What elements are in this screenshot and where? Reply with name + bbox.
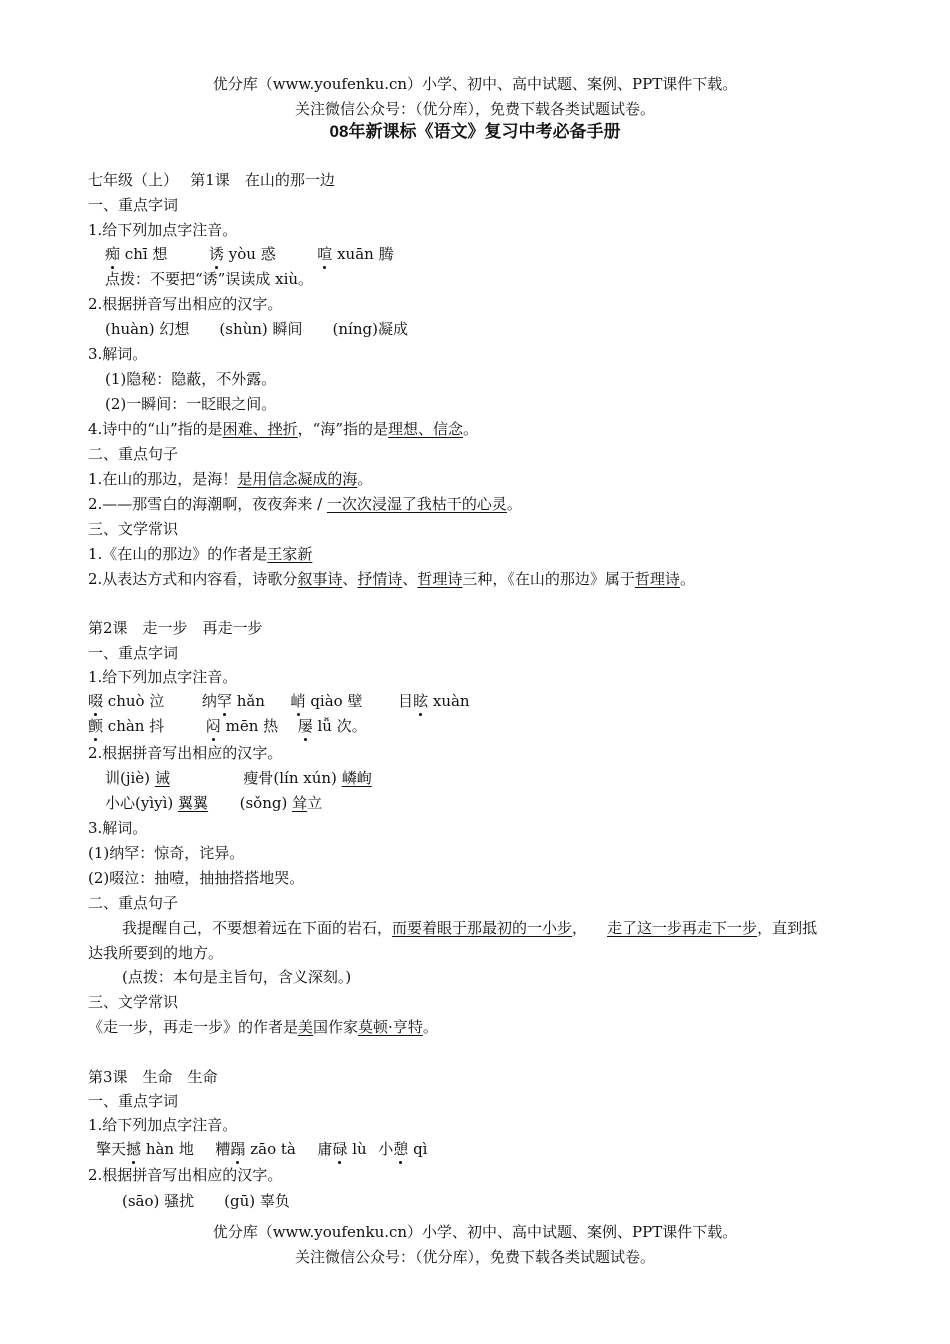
answer-underline: 理想、信念 (388, 420, 464, 438)
lesson-2-sentence: 我提醒自己，不要想着远在下面的岩石，而要着眼于那最初的一小步， 走了这一步再走下一步，直到抵 (122, 919, 818, 937)
word-item: 纳罕 hǎn (201, 692, 265, 710)
answer-underline: 是用信念凝成的海 (237, 470, 358, 488)
answer-underline: 而要着眼于那最初的一小步 (392, 919, 573, 937)
lesson-2-literature: 《走一步，再走一步》的作者是美国作家莫顿·亨特。 (88, 1018, 438, 1036)
lesson-1-tip: 点拨：不要把“诱”误读成 xiù。 (105, 270, 314, 288)
word-item: 峭 qiào 壁 (290, 692, 363, 710)
answer-underline: 哲理诗 (634, 570, 680, 588)
lesson-2-section-2: 二、重点句子 (88, 894, 179, 912)
lesson-2-pinyin-row-1: 训(jiè) 诫 瘦骨(lín xún) 嶙峋 (105, 769, 372, 787)
word-item: 啜 chuò 泣 (88, 692, 165, 710)
lesson-2-question-3: 3.解词。 (88, 819, 148, 837)
lesson-3-word-row (96, 1139, 427, 1159)
lesson-2-word-row-1 (88, 691, 470, 711)
lesson-2-word-row-2 (88, 716, 367, 736)
lesson-2-sentence-continued: 达我所要到的地方。 (88, 944, 224, 962)
lesson-1-section-1: 一、重点字词 (88, 196, 179, 214)
lesson-1-question-3: 3.解词。 (88, 345, 148, 363)
lesson-1-sentence-2: 2.——那雪白的海潮啊，夜夜奔来 / 一次次浸湿了我枯干的心灵。 (88, 495, 522, 513)
answer-underline: 嶙峋 (341, 769, 372, 787)
answer-underline: 走了这一步再走下一步 (607, 919, 758, 937)
word-item: 糟蹋 zāo tà (215, 1140, 296, 1158)
lesson-1-question-4: 4.诗中的“山”指的是困难、挫折，“海”指的是理想、信念。 (88, 420, 479, 438)
word-item: 诱 yòu 惑 (209, 245, 276, 263)
word-item: 擎天撼 hàn 地 (96, 1140, 194, 1158)
lesson-1-word-row (105, 244, 394, 264)
lesson-1-sentence-1: 1.在山的那边，是海！是用信念凝成的海。 (88, 470, 373, 488)
word-item: 小憩 qì (378, 1140, 428, 1158)
lesson-3-pinyin-words: (sāo) 骚扰 (gū) 辜负 (122, 1192, 290, 1210)
answer-underline: 一次次浸湿了我枯干的心灵 (326, 495, 507, 513)
lesson-2-question-1: 1.给下列加点字注音。 (88, 668, 238, 686)
answer-underline: 王家新 (267, 545, 313, 563)
lesson-3-question-2: 2.根据拼音写出相应的汉字。 (88, 1166, 283, 1184)
answer-underline: 翼翼 (178, 794, 209, 812)
lesson-2-definition-1: (1)纳罕：惊奇，诧异。 (88, 844, 245, 862)
word-item: 庸碌 lù (317, 1140, 367, 1158)
lesson-2-section-1: 一、重点字词 (88, 644, 179, 662)
document-title: 08年新课标《语文》复习中考必备手册 (329, 122, 621, 141)
lesson-1-definition-1: (1)隐秘：隐蔽，不外露。 (105, 370, 277, 388)
answer-underline: 哲理诗 (417, 570, 463, 588)
answer-underline: 诫 (154, 769, 170, 787)
answer-underline: 困难、挫折 (222, 420, 298, 438)
lesson-1-section-3: 三、文学常识 (88, 520, 179, 538)
lesson-1-literature-1: 1.《在山的那边》的作者是王家新 (88, 545, 313, 563)
lesson-1-question-2: 2.根据拼音写出相应的汉字。 (88, 295, 283, 313)
header-line-1: 优分库（www.youfenku.cn）小学、初中、高中试题、案例、PPT课件下载。 (212, 75, 738, 93)
word-item: 闷 mēn 热 (205, 717, 279, 735)
lesson-2-question-2: 2.根据拼音写出相应的汉字。 (88, 744, 283, 762)
lesson-1-heading: 七年级（上） 第1课 在山的那一边 (88, 171, 335, 189)
lesson-2-heading: 第2课 走一步 再走一步 (88, 619, 263, 637)
lesson-1-literature-2: 2.从表达方式和内容看，诗歌分叙事诗、抒情诗、哲理诗三种，《在山的那边》属于哲理诗。 (88, 570, 695, 588)
lesson-2-tip: (点拨：本句是主旨句，含义深刻。) (122, 968, 352, 986)
word-item: 屡 lǚ 次。 (297, 717, 367, 735)
lesson-1-definition-2: (2)一瞬间：一眨眼之间。 (105, 395, 277, 413)
answer-underline: 莫顿·亨特 (358, 1018, 423, 1036)
lesson-1-pinyin-words: (huàn) 幻想 (shùn) 瞬间 (níng)凝成 (105, 320, 408, 338)
lesson-2-section-3: 三、文学常识 (88, 993, 179, 1011)
lesson-3-section-1: 一、重点字词 (88, 1092, 179, 1110)
lesson-3-heading: 第3课 生命 生命 (88, 1068, 218, 1086)
footer-line-2: 关注微信公众号：（优分库），免费下载各类试题试卷。 (294, 1248, 655, 1266)
answer-underline: 美 (298, 1018, 314, 1036)
lesson-1-question-1: 1.给下列加点字注音。 (88, 221, 238, 239)
answer-underline: 耸 (292, 794, 308, 812)
lesson-2-definition-2: (2)啜泣：抽噎，抽抽搭搭地哭。 (88, 869, 305, 887)
answer-underline: 抒情诗 (357, 570, 403, 588)
lesson-2-pinyin-row-2: 小心(yìyì) 翼翼 (sǒng) 耸立 (105, 794, 323, 812)
footer-line-1: 优分库（www.youfenku.cn）小学、初中、高中试题、案例、PPT课件下载。 (212, 1223, 738, 1241)
word-item: 痴 chī 想 (105, 245, 168, 263)
header-line-2: 关注微信公众号：（优分库），免费下载各类试题试卷。 (294, 100, 655, 118)
word-item: 目眩 xuàn (398, 692, 470, 710)
word-item: 喧 xuān 腾 (317, 245, 394, 263)
answer-underline: 叙事诗 (297, 570, 343, 588)
lesson-1-section-2: 二、重点句子 (88, 445, 179, 463)
word-item: 颤 chàn 抖 (88, 717, 165, 735)
lesson-3-question-1: 1.给下列加点字注音。 (88, 1116, 238, 1134)
